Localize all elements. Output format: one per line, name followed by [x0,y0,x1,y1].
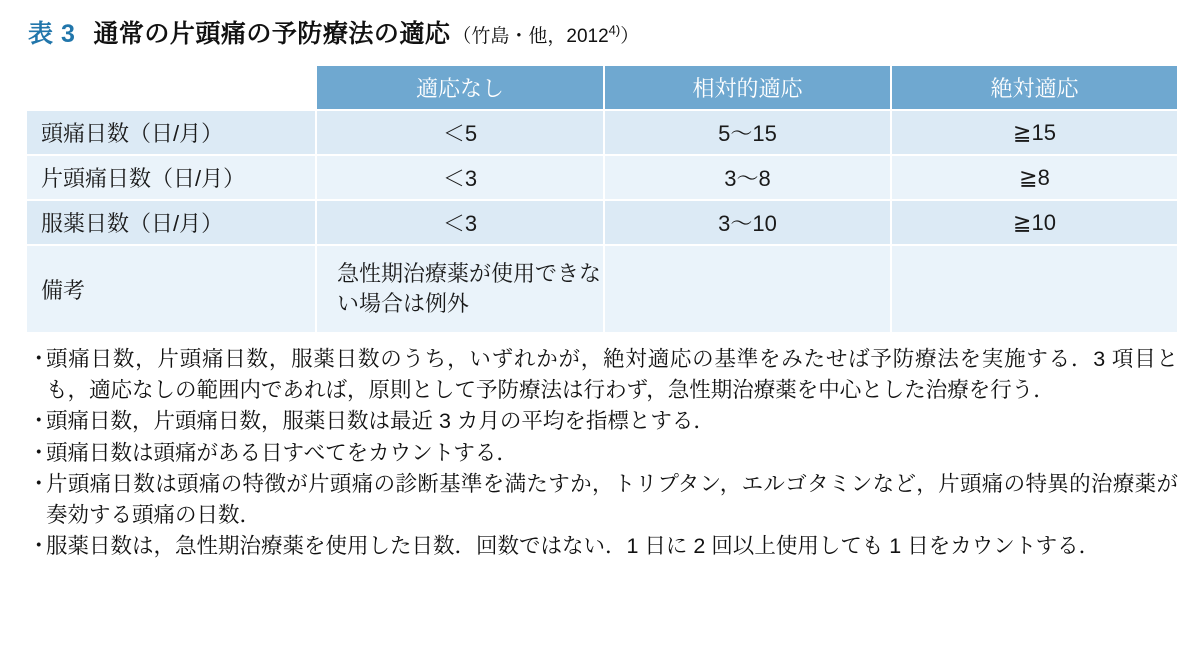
row-label-medication-days: 服薬日数（日/月） [26,200,316,245]
table-row-remarks [26,245,1178,333]
bullet-icon: ・ [28,347,50,371]
table-row [26,155,1178,200]
list-item [28,406,1178,437]
table-header-row [26,65,1178,110]
cell-medication-days-relative: 3〜10 [604,200,891,245]
table-number: 表 3 [28,20,76,48]
list-item [28,469,1178,530]
table-source [452,21,639,48]
cell-medication-days-no-indication: ＜3 [316,200,604,245]
table-row [26,200,1178,245]
table-title: 通常の片頭痛の予防療法の適応 [93,20,451,48]
list-item [28,438,1178,469]
cell-remarks-absolute-empty [891,245,1178,333]
source-reference-marker: 4) [608,22,621,38]
table-row [26,110,1178,155]
footnote-text: 片頭痛日数は頭痛の特徴が片頭痛の診断基準を満たすか，トリプタン，エルゴタミンなど，片頭痛の特異的治療薬が奏効する頭痛の日数． [46,472,1178,527]
cell-medication-days-absolute: ≧10 [891,200,1178,245]
cell-migraine-days-relative: 3〜8 [604,155,891,200]
row-label-migraine-days: 片頭痛日数（日/月） [26,155,316,200]
list-item [28,531,1178,562]
table-body [26,110,1178,333]
footnote-text: 頭痛日数は頭痛がある日すべてをカウントする． [46,440,518,465]
table-header-relative-indication: 相対的適応 [604,65,891,110]
cell-headache-days-absolute: ≧15 [891,110,1178,155]
footnote-text: 服薬日数は，急性期治療薬を使用した日数．回数ではない．1 日に 2 回以上使用しても 1 日をカウントする． [46,534,1101,559]
bullet-icon: ・ [28,409,50,434]
cell-migraine-days-absolute: ≧8 [891,155,1178,200]
cell-headache-days-no-indication: ＜5 [316,110,604,155]
cell-migraine-days-no-indication: ＜3 [316,155,604,200]
indication-table-wrapper [25,64,1177,334]
footnote-text: 頭痛日数，片頭痛日数，服薬日数は最近 3 カ月の平均を指標とする． [46,409,715,434]
source-prefix: （竹島・他，2012 [452,26,609,47]
table-caption [0,0,1200,50]
indication-table [25,64,1179,334]
footnote-list [28,344,1178,562]
table-header [26,65,1178,110]
row-label-remarks: 備考 [26,245,316,333]
cell-remarks-text: 急性期治療薬が使用できない場合は例外 [316,245,604,333]
cell-remarks-relative-empty [604,245,891,333]
source-suffix: ） [620,26,640,47]
bullet-icon: ・ [28,440,50,465]
footnote-text: 頭痛日数，片頭痛日数，服薬日数のうち，いずれかが，絶対適応の基準をみたせば予防療法を実施する．3 項目とも，適応なしの範囲内であれば，原則として予防療法は行わず，急性期治療薬を中心とした治療を行う． [46,347,1178,402]
row-label-headache-days: 頭痛日数（日/月） [26,110,316,155]
table-header-absolute-indication: 絶対適応 [891,65,1178,110]
bullet-icon: ・ [28,534,50,559]
bullet-icon: ・ [28,472,50,497]
table-header-no-indication: 適応なし [316,65,604,110]
list-item [28,344,1178,405]
table-header-corner [26,65,316,110]
cell-headache-days-relative: 5〜15 [604,110,891,155]
